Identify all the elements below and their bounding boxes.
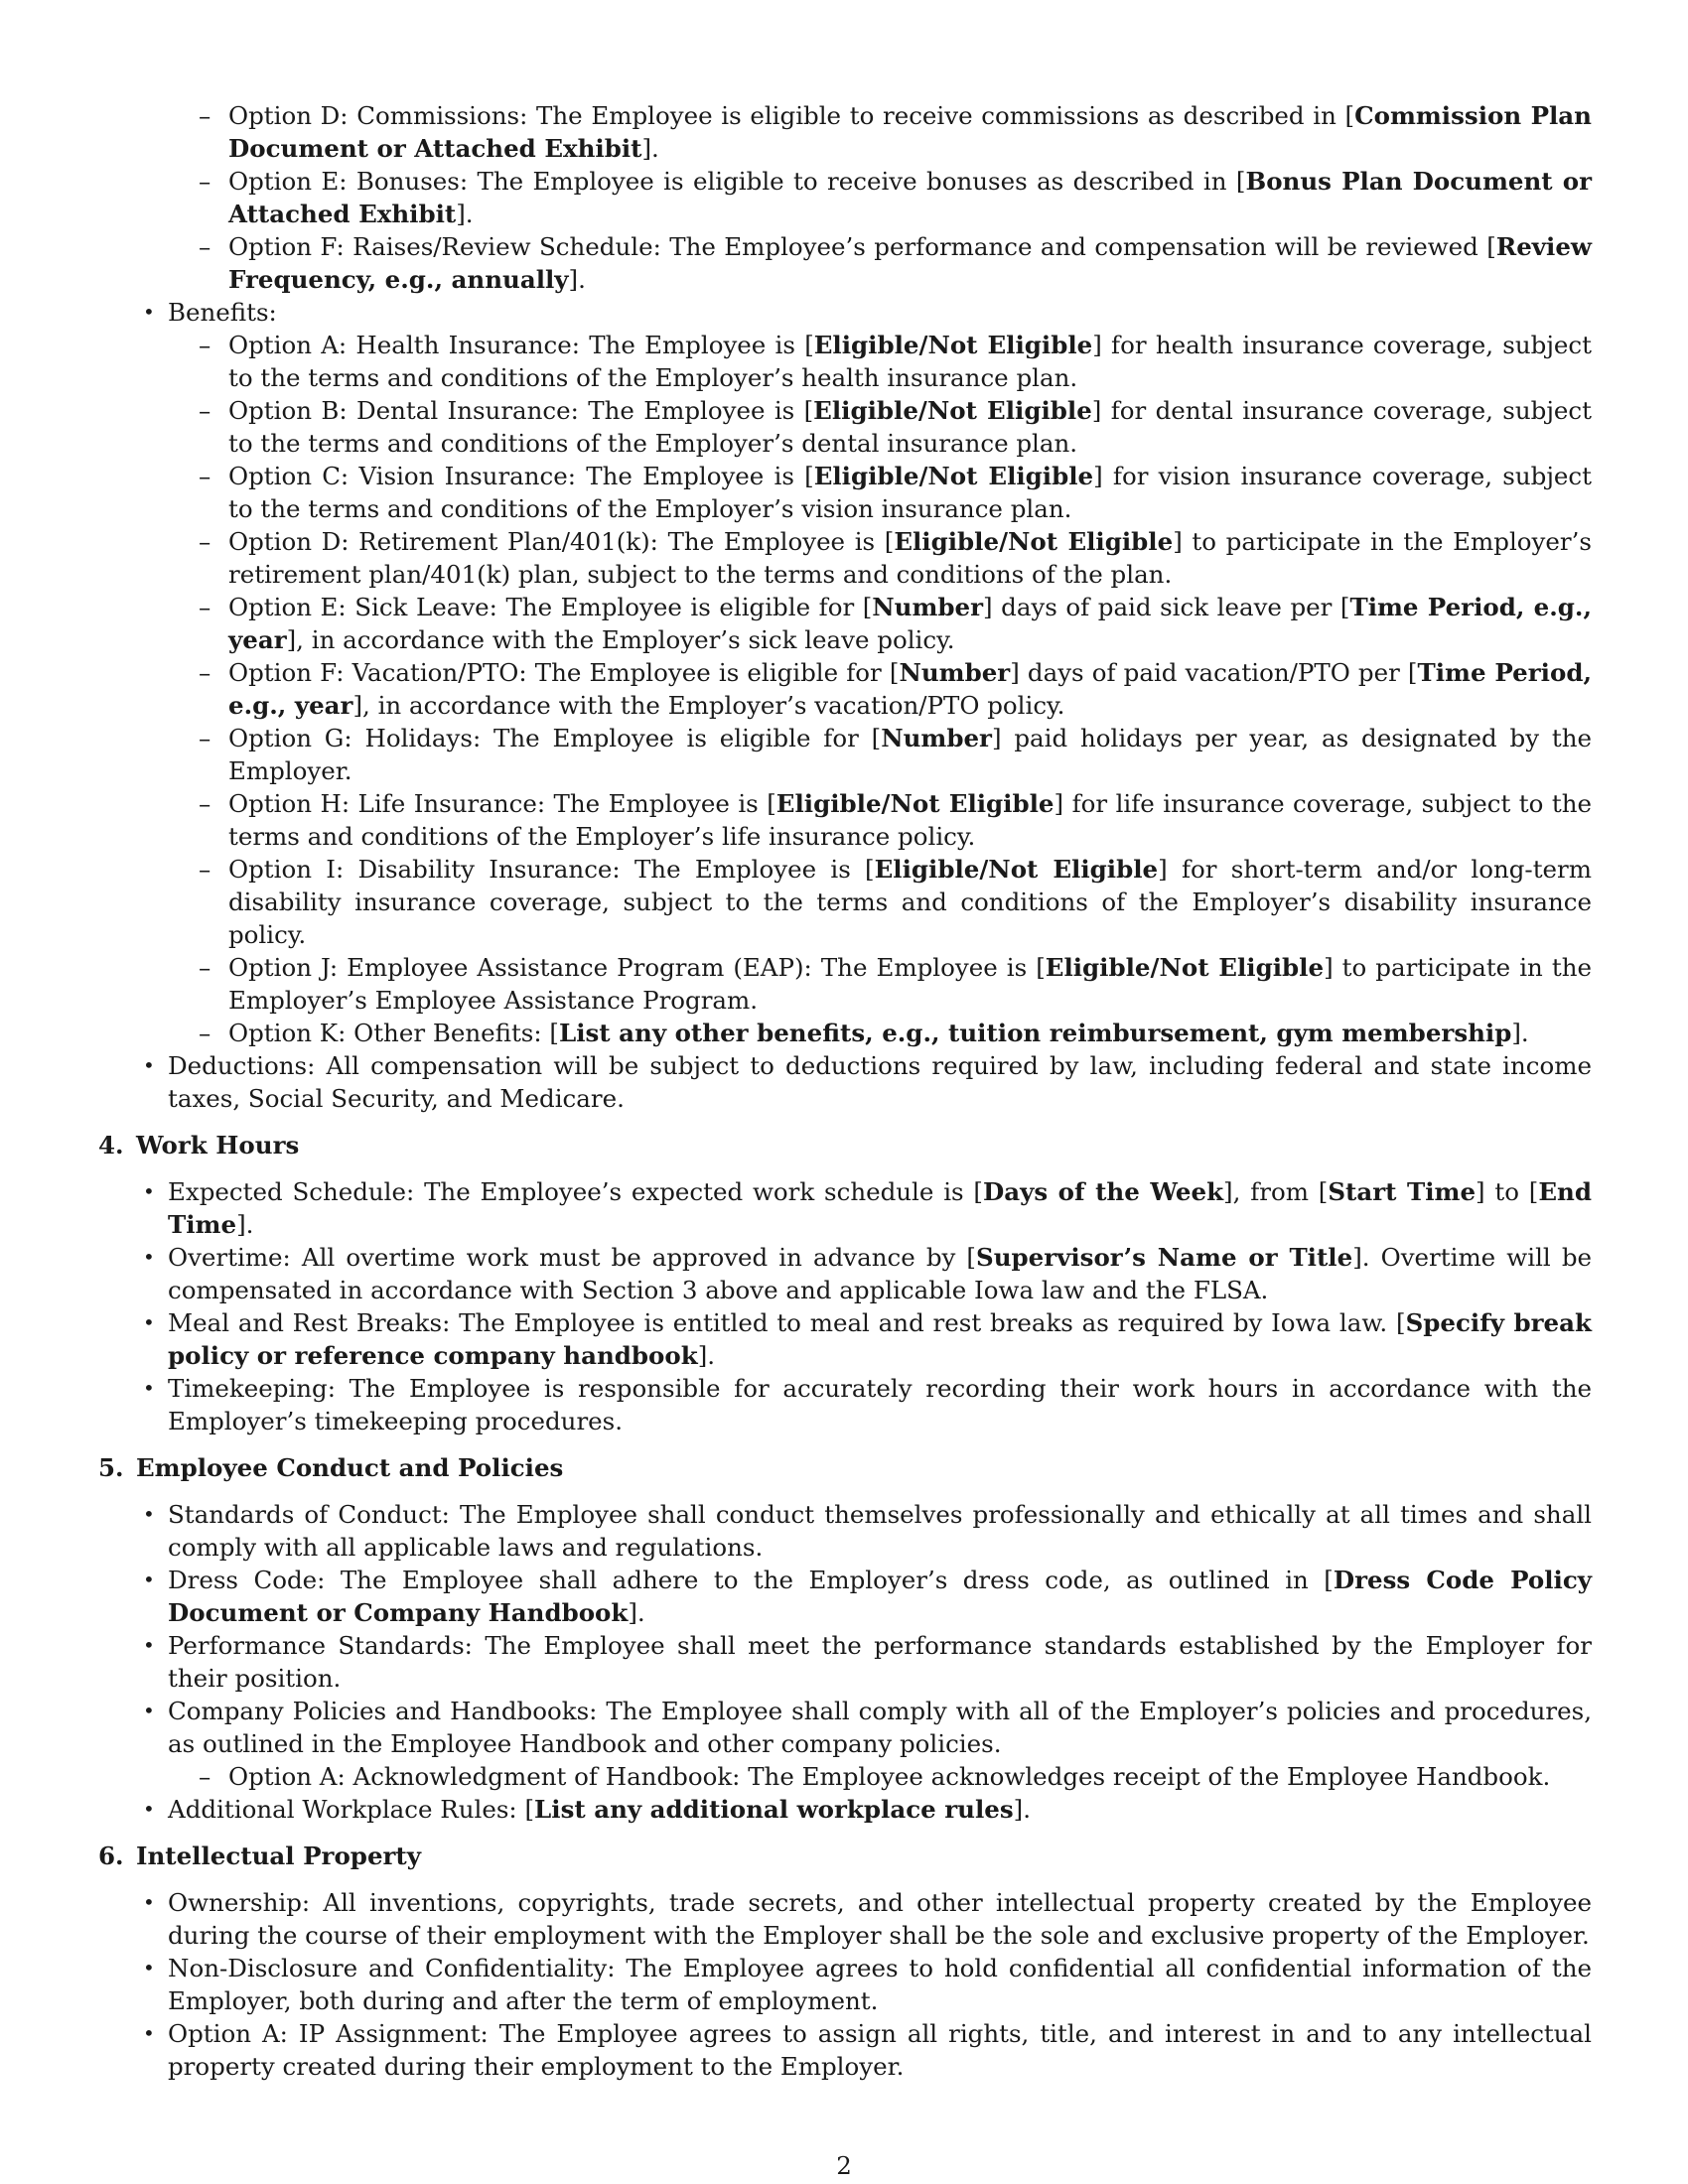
list-item: – Option C: Vision Insurance: The Employee is [Eligible/Not Eligible] for vision insurance coverage, subject to the terms and conditions of the Employer’s vision insurance plan. — [228, 460, 1592, 525]
list-item: – Option B: Dental Insurance: The Employee is [Eligible/Not Eligible] for dental insurance coverage, subject to the terms and conditions of the Employer’s dental insurance plan. — [228, 394, 1592, 460]
section-heading-conduct: 5. Employee Conduct and Policies — [98, 1453, 564, 1482]
section-heading-intellectual-property: 6. Intellectual Property — [98, 1842, 421, 1870]
page-content — [96, 99, 1592, 2083]
list-item: – Option H: Life Insurance: The Employee is [Eligible/Not Eligible] for life insurance coverage, subject to the terms and conditions of the Employer’s life insurance policy. — [228, 787, 1592, 853]
deductions-item: • Deductions: All compensation will be subject to deductions required by law, including federal and state income taxes, Social Security, and Medicare. — [168, 1049, 1592, 1115]
list-item: – Option A: Health Insurance: The Employee is [Eligible/Not Eligible] for health insurance coverage, subject to the terms and conditions of the Employer’s health insurance plan. — [228, 329, 1592, 394]
list-item: • Meal and Rest Breaks: The Employee is entitled to meal and rest breaks as required by Iowa law. [Specify break policy or reference company handbook]. — [168, 1306, 1592, 1372]
list-item: – Option E: Bonuses: The Employee is eligible to receive bonuses as described in [Bonus Plan Document or Attached Exhibit]. — [228, 165, 1592, 230]
list-item: • Additional Workplace Rules: [List any additional workplace rules]. — [168, 1793, 1592, 1826]
list-item: – Option F: Raises/Review Schedule: The Employee’s performance and compensation will be reviewed [Review Frequency, e.g., annually]. — [228, 230, 1592, 296]
list-item: – Option F: Vacation/PTO: The Employee is eligible for [Number] days of paid vacation/PTO per [Time Period, e.g., year], in accordance with the Employer’s vacation/PTO policy. — [228, 656, 1592, 722]
list-item: • Company Policies and Handbooks: The Employee shall comply with all of the Employer’s policies and procedures, as outlined in the Employee Handbook and other company policies. – Option A: Acknowledgment of Handbook: The Employee acknowledges receipt of the Employee Handbook. — [168, 1695, 1592, 1793]
list-item: – Option D: Commissions: The Employee is eligible to receive commissions as described in [Commission Plan Document or Attached Exhibit]. — [228, 99, 1592, 165]
list-item: – Option K: Other Benefits: [List any other benefits, e.g., tuition reimbursement, gym membership]. — [228, 1017, 1592, 1049]
list-item: • Expected Schedule: The Employee’s expected work schedule is [Days of the Week], from [Start Time] to [End Time]. — [168, 1175, 1592, 1241]
list-item: • Ownership: All inventions, copyrights, trade secrets, and other intellectual property created by the Employee during the course of their employment with the Employer shall be the sole and exclusive property of the Employer. — [168, 1886, 1592, 1952]
list-item: • Non-Disclosure and Confidentiality: The Employee agrees to hold confidential all confidential information of the Employer, both during and after the term of employment. — [168, 1952, 1592, 2017]
page-number: 2 — [836, 2151, 852, 2180]
list-item: • Option A: IP Assignment: The Employee agrees to assign all rights, title, and interest in and to any intellectual property created during their employment to the Employer. — [168, 2017, 1592, 2083]
ip-list — [168, 1886, 1592, 2083]
section-heading-work-hours: 4. Work Hours — [98, 1131, 300, 1160]
list-item: • Performance Standards: The Employee shall meet the performance standards established by the Employer for their position. — [168, 1629, 1592, 1695]
work-hours-list — [168, 1175, 1592, 1437]
list-item: – Option J: Employee Assistance Program (EAP): The Employee is [Eligible/Not Eligible] to participate in the Employer’s Employee Assistance Program. — [228, 951, 1592, 1017]
list-item: – Option D: Retirement Plan/401(k): The Employee is [Eligible/Not Eligible] to participate in the Employer’s retirement plan/401(k) plan, subject to the terms and conditions of the plan. — [228, 525, 1592, 591]
handbook-options-list — [228, 1760, 1592, 1793]
compensation-list — [168, 296, 1592, 1115]
benefits-label: Benefits: — [168, 298, 277, 327]
list-item: • Overtime: All overtime work must be approved in advance by [Supervisor’s Name or Title]. Overtime will be compensated in accordance with Section 3 above and applicable Iowa law and the FLSA. — [168, 1241, 1592, 1306]
list-item: – Option I: Disability Insurance: The Employee is [Eligible/Not Eligible] for short-term and/or long-term disability insurance coverage, subject to the terms and conditions of the Employer’s disability insurance policy. — [228, 853, 1592, 951]
list-item: – Option G: Holidays: The Employee is eligible for [Number] paid holidays per year, as designated by the Employer. — [228, 722, 1592, 787]
benefits-item — [168, 296, 1592, 1049]
list-item: • Timekeeping: The Employee is responsible for accurately recording their work hours in accordance with the Employer’s timekeeping procedures. — [168, 1372, 1592, 1437]
benefits-options-list — [228, 329, 1592, 1049]
list-item: • Dress Code: The Employee shall adhere to the Employer’s dress code, as outlined in [Dress Code Policy Document or Company Handbook]. — [168, 1564, 1592, 1629]
list-item: • Standards of Conduct: The Employee shall conduct themselves professionally and ethically at all times and shall comply with all applicable laws and regulations. — [168, 1498, 1592, 1564]
list-item: – Option A: Acknowledgment of Handbook: The Employee acknowledges receipt of the Employee Handbook. — [228, 1760, 1592, 1793]
list-item: – Option E: Sick Leave: The Employee is eligible for [Number] days of paid sick leave per [Time Period, e.g., year], in accordance with the Employer’s sick leave policy. — [228, 591, 1592, 656]
compensation-options-list — [228, 99, 1592, 296]
conduct-list — [168, 1498, 1592, 1826]
